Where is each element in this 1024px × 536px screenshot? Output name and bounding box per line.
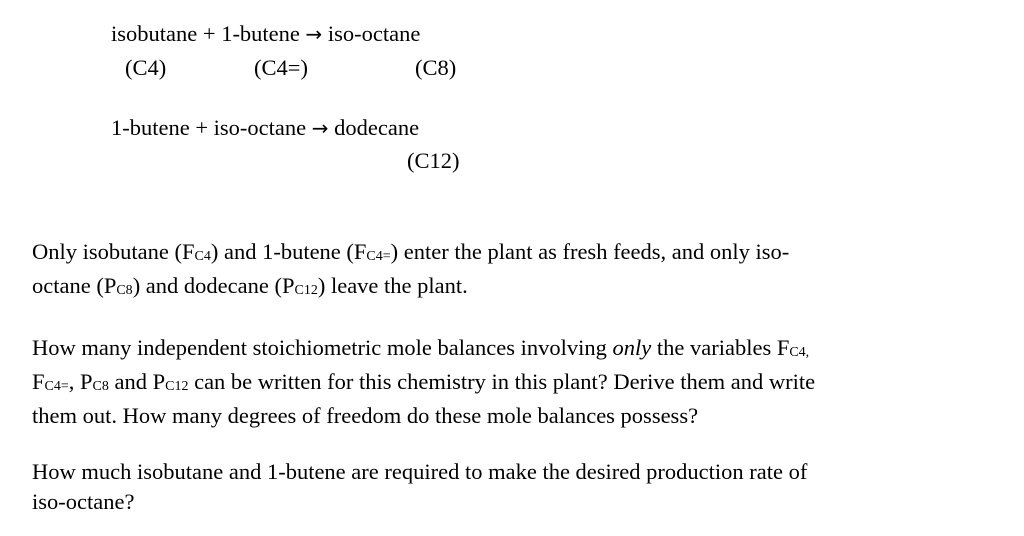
p2-sub-c8: C8	[92, 379, 109, 394]
reaction-1-reactant-2: 1-butene	[221, 21, 300, 46]
reaction-2-product: dodecane	[334, 115, 420, 140]
reaction-1-label-c4: (C4)	[125, 55, 167, 80]
p2-text-1: How many independent stoichiometric mole balances involving	[32, 335, 613, 360]
p2-text-3: F	[32, 369, 45, 394]
p2-text-2: the variables F	[651, 335, 790, 360]
reaction-1-plus: +	[202, 21, 216, 46]
p1-sub-c4: C4	[194, 249, 211, 264]
reaction-1-product: iso-octane	[327, 21, 421, 46]
p1-text-4: octane (P	[32, 273, 117, 298]
p1-sub-c4-ene: C4=	[366, 249, 391, 264]
reaction-1-reactant-1: isobutane	[111, 21, 198, 46]
reaction-1-label-c4-ene: (C4=)	[254, 55, 308, 80]
reaction-2-arrow-icon: →	[311, 116, 329, 140]
p2-sub-c4-ene: C4=	[44, 379, 69, 394]
reaction-2-equation	[111, 117, 419, 140]
reaction-2-reactant-1: 1-butene	[111, 115, 190, 140]
p2-emphasis-only: only	[612, 335, 652, 360]
p1-sub-c8: C8	[116, 283, 133, 298]
reaction-2-plus: +	[195, 115, 209, 140]
reaction-1-label-c8: (C8)	[415, 55, 457, 80]
reaction-1-arrow-icon: →	[305, 22, 323, 46]
reaction-1-equation	[111, 23, 420, 46]
paragraph-feeds	[32, 237, 1002, 305]
p2-text-7: them out. How many degrees of freedom do these mole balances possess?	[32, 403, 699, 428]
p1-text-6: ) leave the plant.	[317, 273, 468, 298]
reaction-2-reactant-2: iso-octane	[213, 115, 307, 140]
p1-text-1: Only isobutane (F	[32, 239, 195, 264]
p1-text-2: ) and 1-butene (F	[210, 239, 367, 264]
p1-text-5: ) and dodecane (P	[132, 273, 295, 298]
p3-line-1: How much isobutane and 1-butene are required to make the desired production rate of	[32, 459, 808, 484]
p2-sub-c4: C4,	[789, 345, 810, 360]
p2-text-6: can be written for this chemistry in this plant? Derive them and write	[188, 369, 816, 394]
p3-line-2: iso-octane?	[32, 489, 135, 514]
p1-sub-c12: C12	[294, 283, 318, 298]
reaction-2-label-c12: (C12)	[407, 148, 460, 173]
p2-text-4: , P	[68, 369, 93, 394]
p1-text-3: ) enter the plant as fresh feeds, and only iso-	[390, 239, 790, 264]
p2-text-5: and P	[108, 369, 166, 394]
paragraph-question-feeds-required	[32, 457, 1002, 517]
paragraph-question-balances	[32, 333, 1002, 431]
p2-sub-c12: C12	[165, 379, 189, 394]
